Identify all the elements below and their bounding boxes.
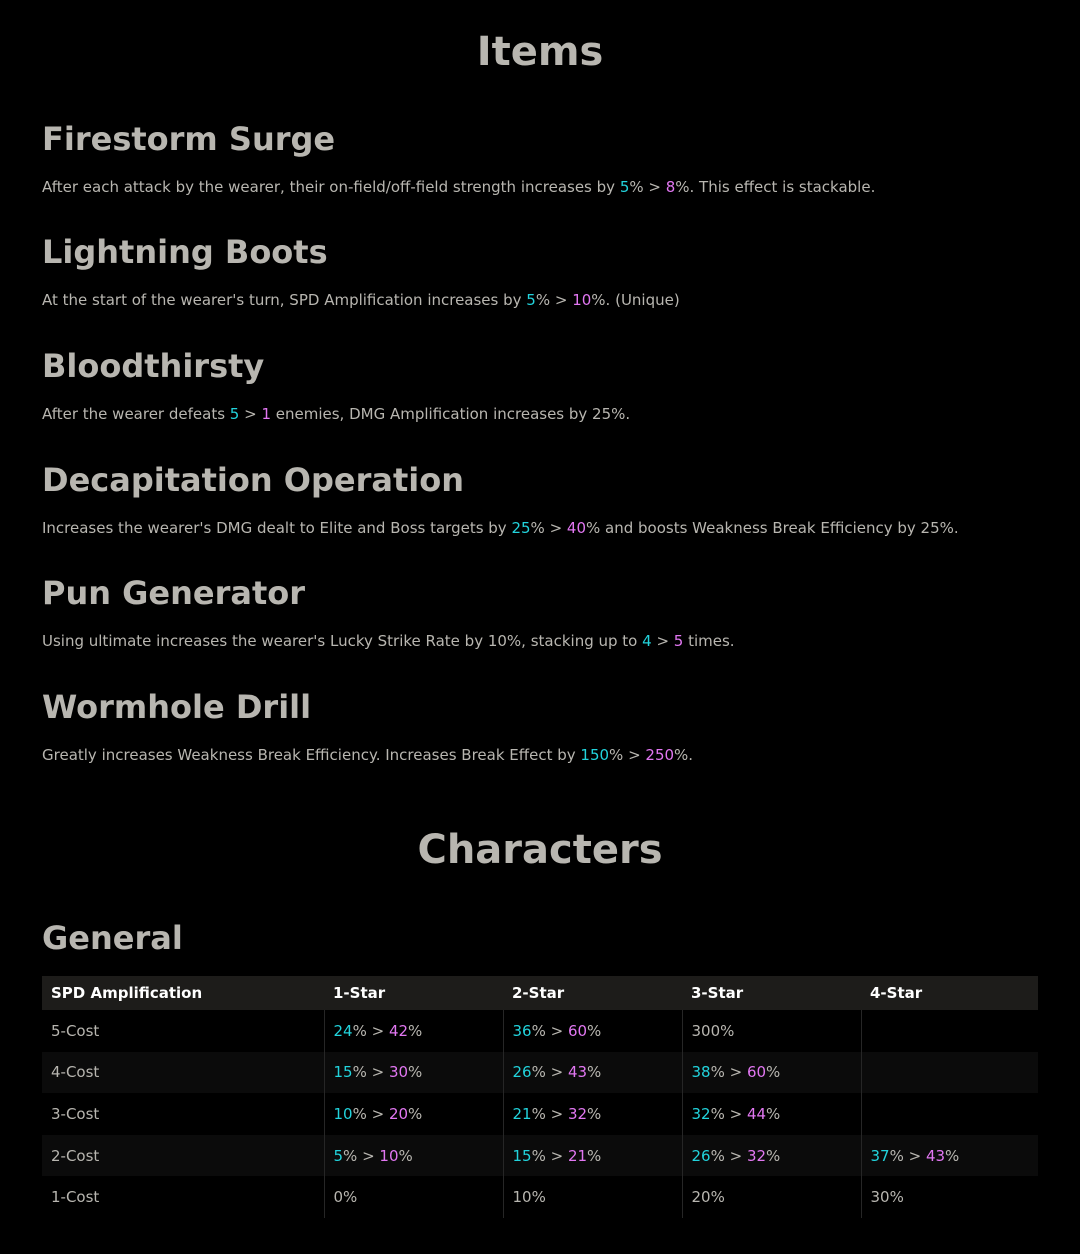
- item-title: Firestorm Surge: [42, 120, 336, 158]
- table-row: [42, 1093, 1038, 1135]
- table-cell: [861, 1093, 1038, 1135]
- table-cell: 300%: [682, 1010, 861, 1052]
- general-heading: General: [42, 919, 183, 957]
- table-cell: 0%: [324, 1176, 503, 1218]
- row-label: 5-Cost: [51, 1021, 100, 1040]
- item-title: Decapitation Operation: [42, 461, 464, 499]
- table-cell: [861, 1010, 1038, 1052]
- table-cell: 24% > 42%: [324, 1010, 503, 1052]
- table-cell: 26% > 43%: [503, 1052, 682, 1094]
- table-row: [42, 1135, 1038, 1177]
- table-cell: 38% > 60%: [682, 1052, 861, 1094]
- table-header-row: [42, 976, 1038, 1010]
- table-cell: 36% > 60%: [503, 1010, 682, 1052]
- item-title: Pun Generator: [42, 574, 306, 612]
- table-cell: 37% > 43%: [861, 1135, 1038, 1177]
- table-row: [42, 1010, 1038, 1052]
- item-title: Bloodthirsty: [42, 347, 265, 385]
- table-row: [42, 1052, 1038, 1094]
- table-row: [42, 1176, 1038, 1218]
- row-label: 2-Cost: [42, 1135, 324, 1177]
- characters-heading: Characters: [417, 827, 663, 873]
- item-description: Greatly increases Weakness Break Efficiency. Increases Break Effect by 150% > 250%.: [42, 746, 694, 764]
- item-description: After the wearer defeats 5 > 1 enemies, DMG Amplification increases by 25%.: [42, 405, 631, 423]
- table-cell: 5% > 10%: [324, 1135, 503, 1177]
- column-header: 3-Star: [682, 976, 861, 1010]
- table-cell: [861, 1052, 1038, 1094]
- column-header: SPD Amplification: [42, 976, 324, 1010]
- row-label: 4-Cost: [42, 1052, 324, 1094]
- item-description: Increases the wearer's DMG dealt to Elite and Boss targets by 25% > 40% and boosts Weakness Break Efficiency by 25%.: [42, 519, 959, 537]
- item-description: After each attack by the wearer, their on-field/off-field strength increases by 5% > 8%. This effect is stackable.: [42, 178, 876, 196]
- item-description: Using ultimate increases the wearer's Lucky Strike Rate by 10%, stacking up to 4 > 5 times.: [42, 632, 735, 650]
- table-cell: 15% > 21%: [503, 1135, 682, 1177]
- item-description: At the start of the wearer's turn, SPD Amplification increases by 5% > 10%. (Unique): [42, 291, 680, 309]
- table-cell: 15% > 30%: [324, 1052, 503, 1094]
- spd-amplification-table: [42, 976, 1038, 1218]
- row-label: 1-Cost: [51, 1188, 100, 1207]
- item-title: Lightning Boots: [42, 233, 328, 271]
- row-label: 3-Cost: [51, 1104, 100, 1123]
- items-heading: Items: [476, 29, 604, 75]
- table-cell: 26% > 32%: [682, 1135, 861, 1177]
- table-cell: 30%: [861, 1176, 1038, 1218]
- column-header: 1-Star: [324, 976, 503, 1010]
- item-title: Wormhole Drill: [42, 688, 312, 726]
- table-cell: 10% > 20%: [324, 1093, 503, 1135]
- table-cell: 32% > 44%: [682, 1093, 861, 1135]
- table-cell: 10%: [503, 1176, 682, 1218]
- table-cell: 21% > 32%: [503, 1093, 682, 1135]
- table-cell: 20%: [682, 1176, 861, 1218]
- column-header: 2-Star: [503, 976, 682, 1010]
- column-header: 4-Star: [861, 976, 1038, 1010]
